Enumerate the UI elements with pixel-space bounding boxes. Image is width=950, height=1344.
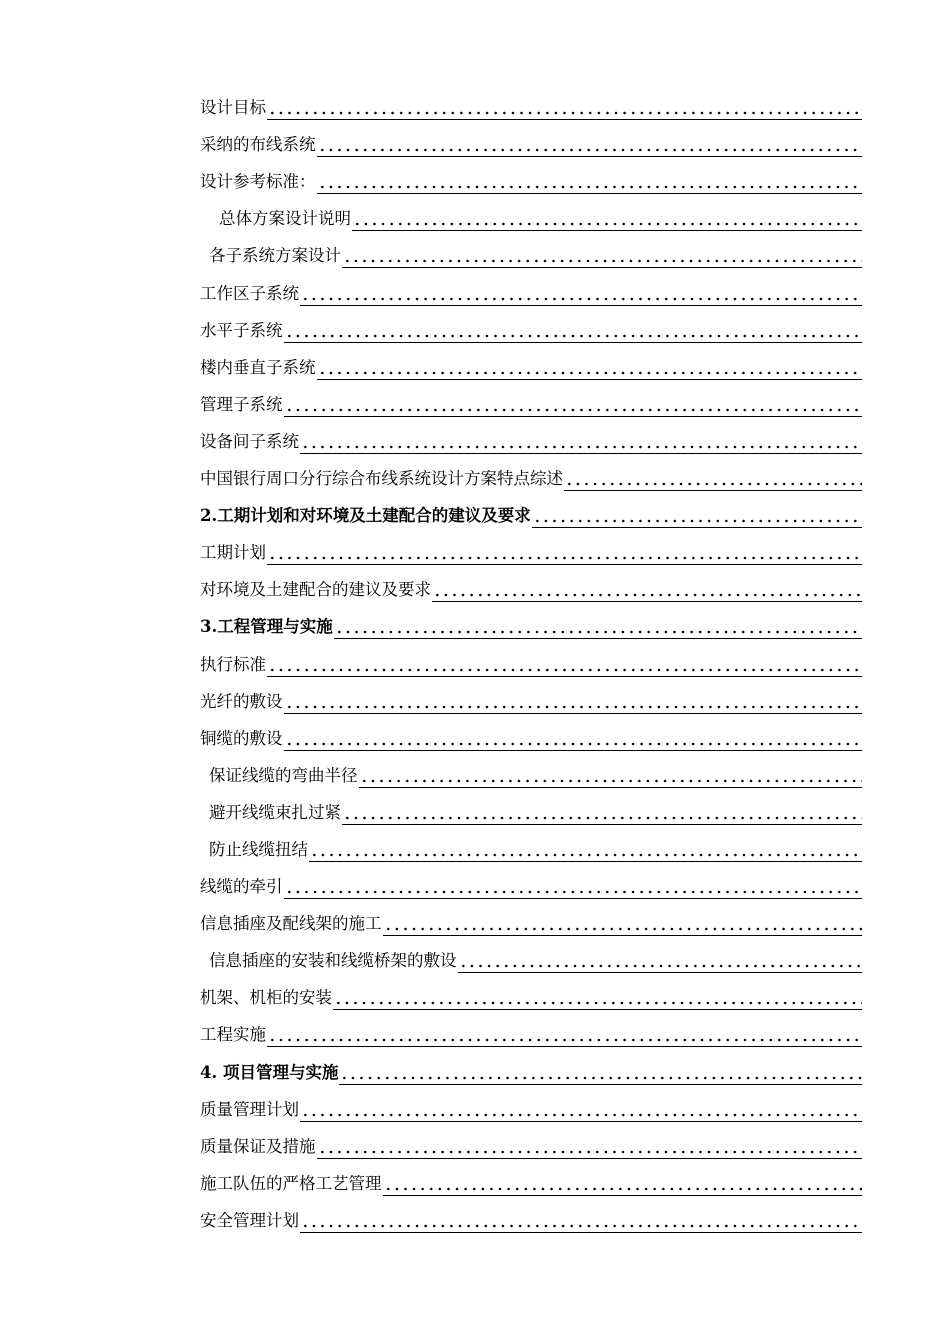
toc-entry[interactable] (200, 973, 862, 1010)
toc-dot-leader (300, 1099, 862, 1122)
toc-dot-leader (342, 802, 862, 825)
toc-dot-leader (383, 1173, 863, 1196)
toc-entry[interactable] (200, 639, 862, 676)
toc-dot-leader (334, 616, 862, 639)
toc-entry[interactable] (200, 157, 862, 194)
toc-dot-leader (284, 394, 863, 417)
toc-dot-leader (383, 913, 863, 936)
toc-entry[interactable] (200, 528, 862, 565)
toc-entry[interactable] (200, 751, 862, 788)
toc-entry-label: 总体方案设计说明 (219, 209, 351, 229)
toc-entry[interactable] (200, 788, 862, 825)
toc-entry[interactable] (200, 1196, 862, 1233)
toc-dot-leader (284, 691, 863, 714)
toc-entry-label: 设计目标 (200, 98, 266, 118)
toc-entry[interactable] (200, 1085, 862, 1122)
toc-section-heading[interactable] (200, 491, 862, 528)
toc-entry-label: 管理子系统 (200, 394, 283, 414)
toc-entry[interactable] (200, 417, 862, 454)
toc-dot-leader (267, 97, 862, 120)
toc-dot-leader (267, 654, 862, 677)
toc-entry-label: 保证线缆的弯曲半径 (209, 765, 358, 785)
toc-entry-label: 质量保证及措施 (200, 1136, 316, 1156)
toc-entry-label: 楼内垂直子系统 (200, 357, 316, 377)
toc-entry-label: 光纤的敷设 (200, 691, 283, 711)
toc-entry[interactable] (200, 899, 862, 936)
toc-entry[interactable] (200, 862, 862, 899)
toc-dot-leader (317, 134, 863, 157)
toc-entry-label: 采纳的布线系统 (200, 135, 316, 155)
toc-dot-leader (458, 950, 863, 973)
toc-entry[interactable] (200, 936, 862, 973)
toc-entry-label: 对环境及土建配合的建议及要求 (200, 580, 431, 600)
toc-entry-label: 设计参考标准： (200, 172, 316, 192)
toc-dot-leader (300, 283, 862, 306)
toc-dot-leader (532, 505, 862, 528)
toc-entry[interactable] (200, 565, 862, 602)
toc-entry-label: 铜缆的敷设 (200, 728, 283, 748)
toc-dot-leader (284, 876, 863, 899)
toc-dot-leader (300, 431, 862, 454)
toc-dot-leader (342, 245, 862, 268)
toc-entry[interactable] (200, 677, 862, 714)
toc-entry[interactable] (200, 120, 862, 157)
toc-entry[interactable] (200, 1122, 862, 1159)
toc-entry-label: 避开线缆束扎过紧 (209, 802, 341, 822)
toc-entry[interactable] (200, 231, 862, 268)
toc-entry-label: 中国银行周口分行综合布线系统设计方案特点综述 (200, 469, 563, 489)
toc-entry[interactable] (200, 825, 862, 862)
toc-entry-label: 工期计划 (200, 543, 266, 563)
toc-entry[interactable] (200, 1010, 862, 1047)
toc-dot-leader (564, 468, 862, 491)
toc-dot-leader (267, 542, 862, 565)
toc-entry[interactable] (200, 306, 862, 343)
toc-entry-label: 线缆的牵引 (200, 877, 283, 897)
toc-entry[interactable] (200, 454, 862, 491)
toc-entry-label: 安全管理计划 (200, 1210, 299, 1230)
toc-dot-leader (284, 320, 863, 343)
toc-dot-leader (300, 1210, 862, 1233)
toc-entry-label: 执行标准 (200, 654, 266, 674)
toc-entry[interactable] (200, 268, 862, 305)
toc-dot-leader (359, 765, 863, 788)
toc-dot-leader (317, 1136, 863, 1159)
toc-entry-label: 4. 项目管理与实施 (200, 1062, 339, 1082)
toc-dot-leader (352, 208, 862, 231)
toc-entry-label: 防止线缆扭结 (209, 839, 308, 859)
toc-section-heading[interactable] (200, 602, 862, 639)
toc-entry-label: 施工队伍的严格工艺管理 (200, 1173, 382, 1193)
toc-entry-label: 信息插座的安装和线缆桥架的敷设 (209, 951, 457, 971)
toc-entry-label: 工程实施 (200, 1025, 266, 1045)
toc-section-heading[interactable] (200, 1047, 862, 1084)
toc-entry-label: 质量管理计划 (200, 1099, 299, 1119)
toc-entry-label: 工作区子系统 (200, 283, 299, 303)
toc-dot-leader (333, 987, 862, 1010)
toc-entry-label: 各子系统方案设计 (209, 246, 341, 266)
toc-dot-leader (339, 1062, 862, 1085)
toc-entry-label: 2.工期计划和对环境及土建配合的建议及要求 (200, 506, 531, 526)
toc-entry-label: 3.工程管理与实施 (200, 617, 333, 637)
table-of-contents (200, 83, 862, 1233)
toc-entry-label: 机架、机柜的安装 (200, 988, 332, 1008)
toc-entry-label: 设备间子系统 (200, 431, 299, 451)
toc-dot-leader (309, 839, 862, 862)
toc-entry[interactable] (200, 343, 862, 380)
toc-entry-label: 信息插座及配线架的施工 (200, 914, 382, 934)
toc-entry[interactable] (200, 194, 862, 231)
toc-entry-label: 水平子系统 (200, 320, 283, 340)
toc-entry[interactable] (200, 380, 862, 417)
toc-dot-leader (267, 1024, 862, 1047)
toc-dot-leader (317, 171, 863, 194)
toc-entry[interactable] (200, 1159, 862, 1196)
toc-dot-leader (284, 728, 863, 751)
toc-entry[interactable] (200, 83, 862, 120)
toc-dot-leader (317, 357, 863, 380)
toc-dot-leader (432, 579, 862, 602)
toc-entry[interactable] (200, 714, 862, 751)
